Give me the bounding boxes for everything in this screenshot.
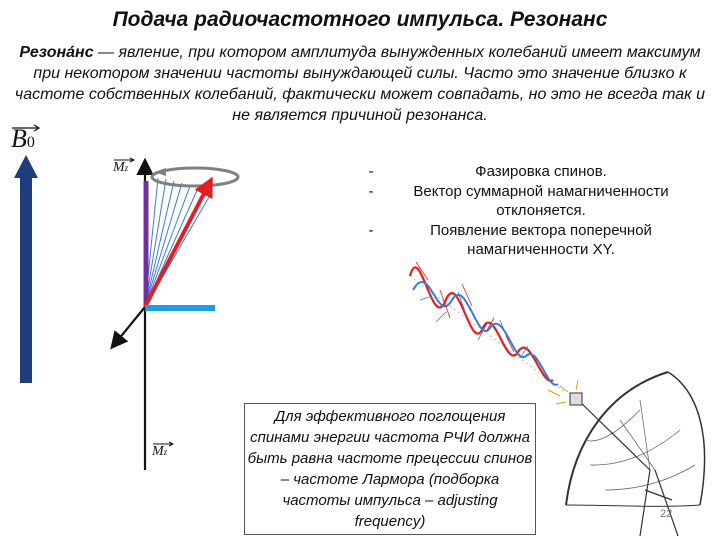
mz-upper-letter: M bbox=[113, 160, 125, 175]
satellite-dish-icon bbox=[548, 372, 705, 536]
vector-bar-icon bbox=[152, 441, 174, 447]
mz-upper-subscript: z bbox=[124, 163, 129, 173]
mz-lower-letter: M bbox=[152, 444, 164, 459]
bullet-dash: - bbox=[368, 182, 374, 200]
mz-lower-label bbox=[152, 444, 167, 460]
resonance-note-box: Для эффективного поглощения спинами энергии частота РЧИ должна быть равна частоте прецессии спинов – частоте Лармора (подборка частоты импульса – adjusting frequency) bbox=[244, 403, 536, 535]
orbit-arrow-icon bbox=[154, 168, 166, 176]
bullet-text: Фазировка спинов. bbox=[475, 163, 607, 180]
slide-title: Подача радиочастотного импульса. Резонанс bbox=[112, 8, 608, 31]
bullet-item bbox=[360, 182, 700, 221]
mz-lower-subscript: z bbox=[163, 447, 168, 457]
definition-term: Резона́нс bbox=[19, 44, 94, 61]
rf-pulse-wave bbox=[410, 262, 565, 392]
bullet-item bbox=[360, 162, 700, 182]
b0-field-arrow bbox=[14, 155, 38, 383]
b0-subscript: 0 bbox=[26, 134, 35, 151]
b0-letter: B bbox=[11, 124, 27, 153]
bullet-dash: - bbox=[368, 163, 374, 180]
bullet-dash: - bbox=[368, 221, 374, 239]
bullet-text: Вектор суммарной намагниченности отклоняется. bbox=[413, 182, 669, 219]
bullet-item bbox=[360, 221, 700, 260]
mz-upper-label bbox=[113, 160, 128, 176]
bullet-list bbox=[360, 162, 700, 260]
bullet-text: Появление вектора поперечной намагниченности XY. bbox=[430, 221, 652, 258]
vector-bar-icon bbox=[113, 157, 135, 163]
definition-text: — явление, при котором амплитуда вынужденных колебаний имеет максимум при некотором значении частоты вынуждающей силы. Часто это значение близко к частоте собственных колебаний, фактически может совпадать, но это не всегда так и не является причиной резонанса. bbox=[14, 44, 706, 124]
coordinate-axes bbox=[113, 162, 145, 470]
page-number: 22 bbox=[660, 508, 673, 520]
